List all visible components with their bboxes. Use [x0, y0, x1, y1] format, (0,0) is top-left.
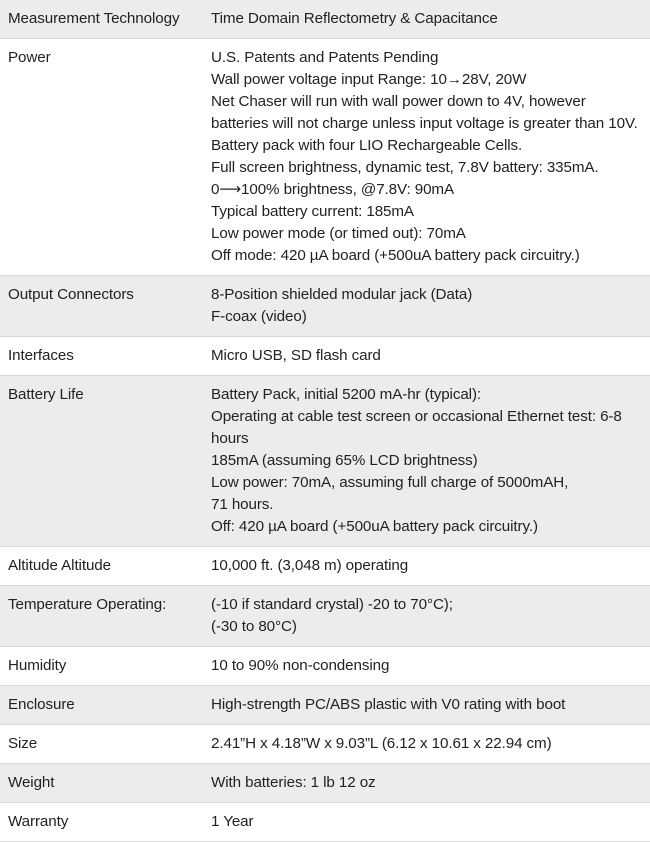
spec-value: [203, 647, 650, 686]
spec-label: Output Connectors: [0, 276, 203, 337]
spec-row: [0, 803, 650, 842]
spec-value-line: U.S. Patents and Patents Pending: [211, 49, 439, 66]
spec-value: [203, 586, 650, 647]
spec-label: Enclosure: [0, 686, 203, 725]
spec-label: Size: [0, 725, 203, 764]
spec-value: [203, 764, 650, 803]
spec-value-line: Typical battery current: 185mA: [211, 203, 414, 220]
spec-label: Humidity: [0, 647, 203, 686]
spec-row: [0, 337, 650, 376]
spec-value-line: Time Domain Reflectometry & Capacitance: [211, 10, 498, 27]
spec-label: Altitude Altitude: [0, 547, 203, 586]
spec-value-line: F-coax (video): [211, 308, 307, 325]
spec-value: [203, 725, 650, 764]
spec-value: [203, 686, 650, 725]
spec-value-line: Wall power voltage input Range: 10→28V, 20W: [211, 71, 527, 88]
spec-row: [0, 0, 650, 39]
spec-label: Battery Life: [0, 376, 203, 547]
spec-value: [203, 39, 650, 276]
spec-value: [203, 0, 650, 39]
spec-value-line: 2.41”H x 4.18”W x 9.03”L (6.12 x 10.61 x 22.94 cm): [211, 735, 552, 752]
spec-value-line: 1 Year: [211, 813, 254, 830]
spec-value-line: Battery Pack, initial 5200 mA-hr (typical):: [211, 386, 482, 403]
spec-value: [203, 803, 650, 842]
spec-row: [0, 39, 650, 276]
spec-value-line: Operating at cable test screen or occasional Ethernet test: 6-8: [211, 408, 622, 425]
spec-row: [0, 586, 650, 647]
spec-value: [203, 276, 650, 337]
spec-value-line: Micro USB, SD flash card: [211, 347, 381, 364]
spec-value-line: Net Chaser will run with wall power down to 4V, however: [211, 93, 586, 110]
spec-value-line: 0⟶100% brightness, @7.8V: 90mA: [211, 181, 455, 198]
spec-value-line: 8-Position shielded modular jack (Data): [211, 286, 473, 303]
spec-value-line: hours: [211, 430, 249, 447]
spec-value-line: Off mode: 420 µA board (+500uA battery pack circuitry.): [211, 247, 580, 264]
spec-value-line: Battery pack with four LIO Rechargeable Cells.: [211, 137, 523, 154]
spec-label: Warranty: [0, 803, 203, 842]
spec-value-line: High-strength PC/ABS plastic with V0 rating with boot: [211, 696, 566, 713]
spec-row: [0, 647, 650, 686]
spec-row: [0, 686, 650, 725]
spec-label: Interfaces: [0, 337, 203, 376]
spec-label: Measurement Technology: [0, 0, 203, 39]
spec-value-line: (-10 if standard crystal) -20 to 70°C);: [211, 596, 453, 613]
spec-value-line: Low power mode (or timed out): 70mA: [211, 225, 466, 242]
spec-value-line: (-30 to 80°C): [211, 618, 297, 635]
spec-row: [0, 376, 650, 547]
spec-value-line: batteries will not charge unless input voltage is greater than 10V.: [211, 115, 638, 132]
spec-label: Temperature Operating:: [0, 586, 203, 647]
spec-value: [203, 337, 650, 376]
spec-value: [203, 376, 650, 547]
spec-value-line: 10,000 ft. (3,048 m) operating: [211, 557, 409, 574]
spec-row: [0, 547, 650, 586]
spec-row: [0, 764, 650, 803]
spec-value-line: Off: 420 µA board (+500uA battery pack circuitry.): [211, 518, 538, 535]
spec-label: Power: [0, 39, 203, 276]
spec-row: [0, 725, 650, 764]
spec-value: [203, 547, 650, 586]
spec-value-line: 185mA (assuming 65% LCD brightness): [211, 452, 478, 469]
spec-value-line: Full screen brightness, dynamic test, 7.8V battery: 335mA.: [211, 159, 599, 176]
spec-value-line: Low power: 70mA, assuming full charge of 5000mAH,: [211, 474, 569, 491]
spec-value-line: 71 hours.: [211, 496, 274, 513]
spec-label: Weight: [0, 764, 203, 803]
spec-value-line: With batteries: 1 lb 12 oz: [211, 774, 376, 791]
spec-value-line: 10 to 90% non-condensing: [211, 657, 390, 674]
spec-row: [0, 276, 650, 337]
